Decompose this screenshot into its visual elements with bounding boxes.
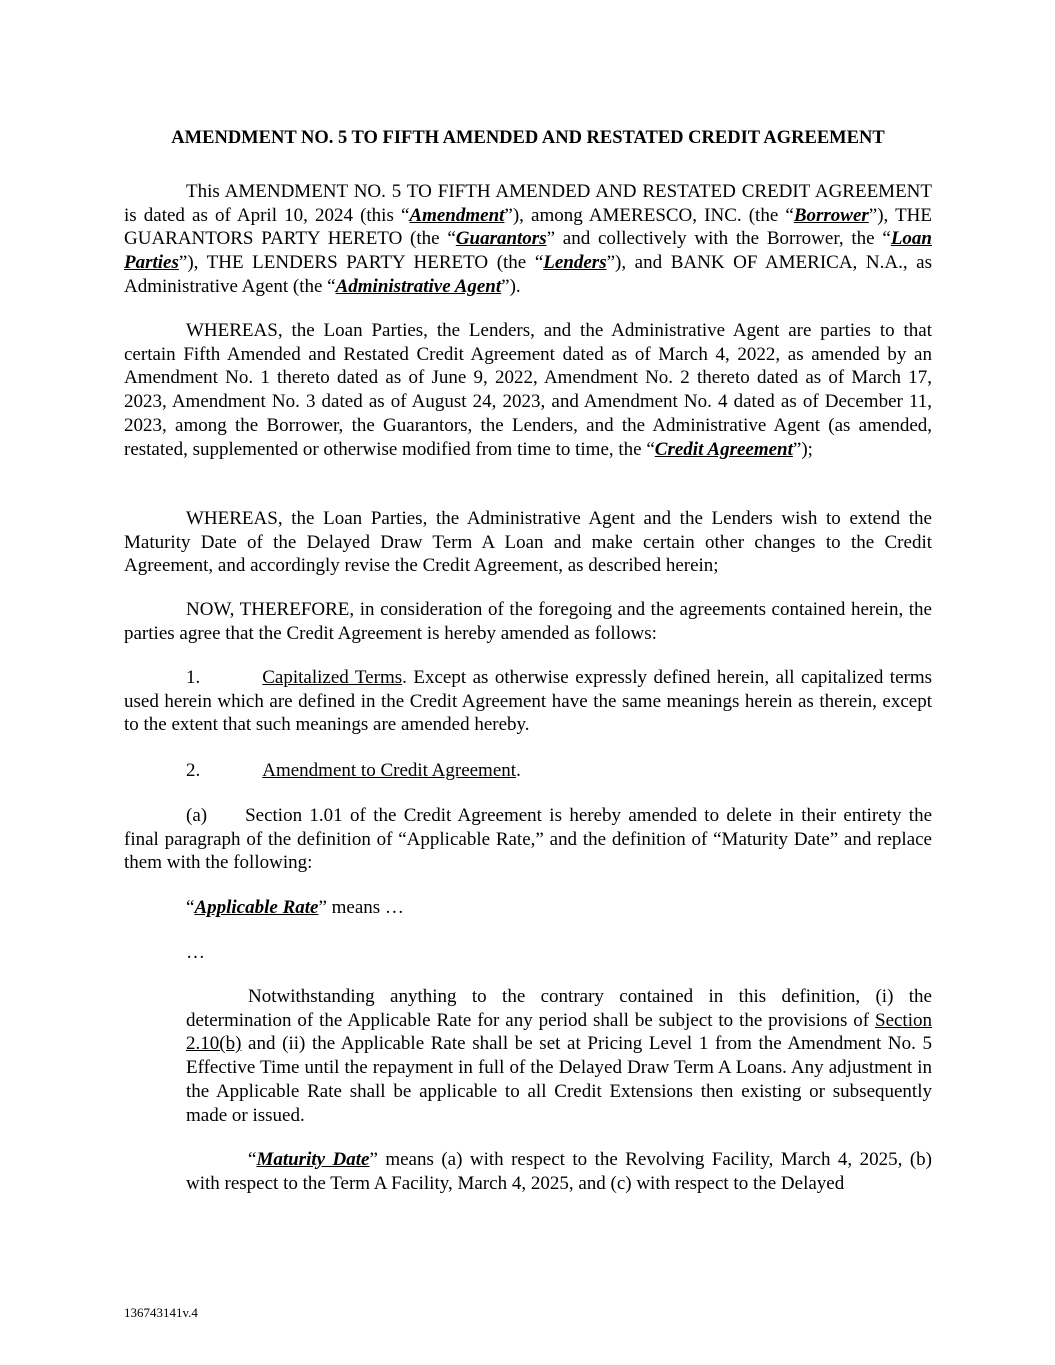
intro-text: ”). bbox=[501, 275, 521, 297]
maturity-date-definition bbox=[186, 1148, 932, 1195]
intro-text: ”), THE GUARANTORS PARTY HERETO (the “ bbox=[124, 204, 933, 250]
notwithstanding-text: and (ii) the Applicable Rate shall be set at Pricing Level 1 from the Amendment No. 5 Effective Time until the repayment in full of the Delayed Draw Term A Loans. Any adjustment in the Applicable Rate shall be applicable to all Credit Extensions then existing or subsequently made or issued. bbox=[186, 1033, 932, 1126]
document-title: AMENDMENT NO. 5 TO FIFTH AMENDED AND RESTATED CREDIT AGREEMENT bbox=[171, 128, 885, 148]
notwithstanding-paragraph bbox=[186, 985, 932, 1127]
defined-term-administrative-agent: Administrative Agent bbox=[335, 275, 502, 297]
section-1-paragraph bbox=[124, 666, 932, 737]
section-number: 2. bbox=[186, 760, 201, 781]
section-text: . Except as otherwise expressly defined herein, all capitalized terms used herein which are defined in the Credit Agreement have the same meanings herein as therein, except to the extent that such meanings are amended hereby. bbox=[124, 667, 933, 736]
defined-term-borrower: Borrower bbox=[793, 204, 869, 226]
section-number: 1. bbox=[186, 667, 201, 688]
quote-mark: “ bbox=[248, 1149, 257, 1170]
now-therefore-paragraph: NOW, THEREFORE, in consideration of the foregoing and the agreements contained herein, the parties agree that the Credit Agreement is hereby amended as follows: bbox=[124, 599, 932, 644]
ellipsis-line: … bbox=[186, 942, 205, 963]
defined-term-lenders: Lenders bbox=[543, 252, 607, 274]
intro-text: ”), and BANK OF AMERICA, N.A., as Administrative Agent (the “ bbox=[124, 252, 932, 297]
intro-text: ”), among AMERESCO, INC. (the “ bbox=[504, 204, 794, 226]
defined-term-credit-agreement: Credit Agreement bbox=[654, 438, 793, 460]
defined-term-guarantors: Guarantors bbox=[455, 228, 547, 250]
subsection-text: Section 1.01 of the Credit Agreement is hereby amended to delete in their entirety the final paragraph of the definition of “Applicable Rate,” and the definition of “Maturity Date” and replace them with the following: bbox=[124, 805, 932, 874]
defined-term-maturity-date: Maturity Date bbox=[256, 1149, 370, 1170]
defined-term-applicable-rate: Applicable Rate bbox=[194, 897, 319, 918]
defined-term-amendment: Amendment bbox=[409, 204, 505, 226]
whereas-text: WHEREAS, the Loan Parties, the Lenders, and the Administrative Agent are parties to that certain Fifth Amended and Restated Credit Agreement dated as of March 4, 2022, as amended by an Amendment No. 1 thereto dated as of June 9, 2022, Amendment No. 2 thereto dated as of March 17, 2023, Amendment No. 3 dated as of August 24, 2023, and Amendment No. 4 dated as of December 11, 2023, among the Borrower, the Guarantors, the Lenders, and the Administrative Agent (as amended, restated, supplemented or otherwise modified from time to time, the “ bbox=[124, 320, 932, 460]
section-heading: Amendment to Credit Agreement bbox=[262, 760, 517, 781]
definition-text: ” means … bbox=[318, 897, 404, 918]
section-text: . bbox=[516, 760, 521, 781]
intro-text: ” and collectively with the Borrower, the “ bbox=[546, 228, 891, 250]
section-reference: Section 2.10(b) bbox=[186, 1009, 932, 1055]
definition-text: ” means (a) with respect to the Revolving Facility, March 4, 2025, (b) with respect to the Term A Facility, March 4, 2025, and (c) with respect to the Delayed bbox=[186, 1149, 932, 1194]
section-2-paragraph bbox=[124, 759, 932, 783]
notwithstanding-text: Notwithstanding anything to the contrary contained in this definition, (i) the determination of the Applicable Rate for any period shall be subject to the provisions of bbox=[186, 986, 932, 1031]
whereas-paragraph-2: WHEREAS, the Loan Parties, the Administrative Agent and the Lenders wish to extend the Maturity Date of the Delayed Draw Term A Loan and make certain other changes to the Credit Agreement, and accordingly revise the Credit Agreement, as described herein; bbox=[124, 508, 932, 577]
section-2a-paragraph bbox=[124, 804, 932, 875]
intro-paragraph bbox=[124, 180, 932, 299]
applicable-rate-definition bbox=[186, 896, 932, 920]
document-footer-id: 136743141v.4 bbox=[124, 1305, 198, 1320]
intro-text: This AMENDMENT NO. 5 TO FIFTH AMENDED AND RESTATED CREDIT AGREEMENT is dated as of April 10, 2024 (this “ bbox=[124, 181, 932, 226]
subsection-number: (a) bbox=[186, 805, 208, 826]
intro-text: ”), THE LENDERS PARTY HERETO (the “ bbox=[178, 252, 544, 274]
quote-mark: “ bbox=[186, 897, 195, 918]
whereas-text: ”); bbox=[792, 438, 813, 460]
section-heading: Capitalized Terms bbox=[262, 667, 403, 688]
whereas-paragraph-1 bbox=[124, 319, 932, 461]
defined-term-loan-parties: Loan Parties bbox=[124, 228, 932, 274]
